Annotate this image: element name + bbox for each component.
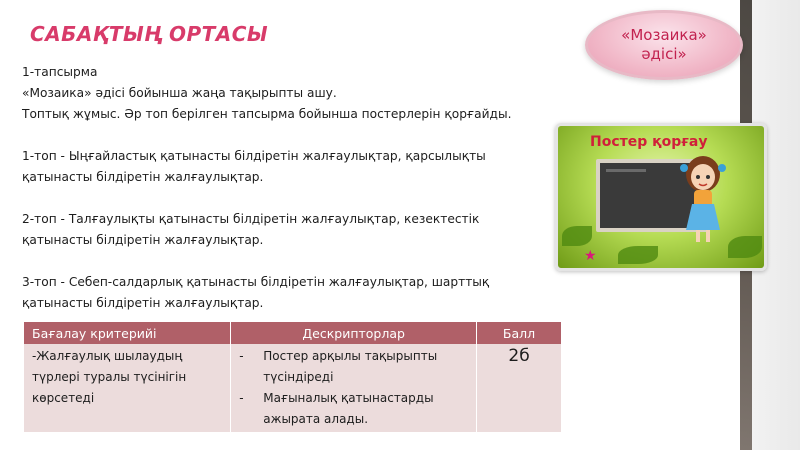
descriptor-dash: -	[239, 391, 244, 405]
group-1-line-1: 1-топ - Ыңғайластық қатынасты білдіретін жалғаулықтар, қарсылықты	[22, 149, 486, 163]
group-1-line-2: қатынасты білдіретін жалғаулықтар.	[22, 170, 264, 184]
badge-line-1: «Мозаика»	[621, 26, 707, 44]
header-descriptors: Дескрипторлар	[231, 322, 477, 344]
leaf-decoration	[618, 246, 658, 264]
task-instruction: Топтық жұмыс. Әр топ берілген тапсырма бойынша постерлерін қорғайды.	[22, 107, 512, 121]
group-3-line-2: қатынасты білдіретін жалғаулықтар.	[22, 296, 264, 310]
page-title: САБАҚТЫҢ ОРТАСЫ	[30, 22, 269, 46]
poster-image	[555, 123, 767, 271]
star-icon: ★	[584, 248, 597, 264]
descriptor-text: Постер арқылы тақырыпты түсіндіреді	[263, 349, 438, 384]
method-badge	[585, 10, 743, 80]
criterion-cell: -Жалғаулық шылаудың түрлері туралы түсінігін көрсетеді	[24, 344, 231, 432]
leaf-decoration	[562, 226, 592, 246]
header-score: Балл	[477, 322, 562, 344]
badge-line-2: әдісі»	[641, 45, 687, 63]
table-row	[24, 344, 562, 432]
poster-title: Постер қорғау	[590, 134, 708, 150]
header-criterion: Бағалау критерийі	[24, 322, 231, 344]
descriptor-item	[239, 346, 468, 388]
descriptor-text: Мағыналық қатынастарды ажырата алады.	[263, 391, 434, 426]
table-header-row	[24, 322, 562, 344]
task-method-line: «Мозаика» әдісі бойынша жаңа тақырыпты ашу.	[22, 86, 337, 100]
assessment-table	[24, 322, 562, 432]
task-heading: 1-тапсырма	[22, 65, 98, 79]
descriptor-item	[239, 388, 468, 430]
descriptors-cell	[231, 344, 477, 432]
girl-illustration-icon	[670, 152, 736, 248]
score-cell: 2б	[477, 344, 562, 432]
task-content	[22, 62, 552, 314]
group-2-line-2: қатынасты білдіретін жалғаулықтар.	[22, 233, 264, 247]
group-3-line-1: 3-топ - Себеп-салдарлық қатынасты білдіретін жалғаулықтар, шарттық	[22, 275, 490, 289]
descriptor-dash: -	[239, 349, 244, 363]
group-2-line-1: 2-топ - Талғаулықты қатынасты білдіретін жалғаулықтар, кезектестік	[22, 212, 480, 226]
